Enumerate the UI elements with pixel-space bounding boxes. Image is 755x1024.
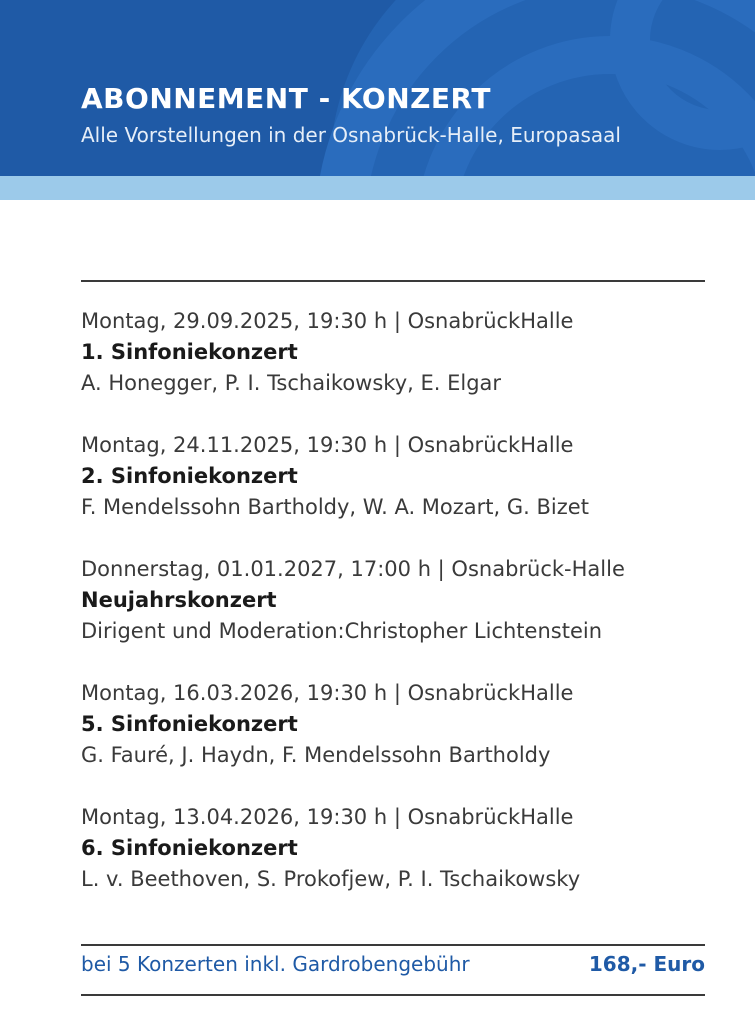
event-program: F. Mendelssohn Bartholdy, W. A. Mozart, G. Bizet xyxy=(81,495,589,519)
event-program: A. Honegger, P. I. Tschaikowsky, E. Elgar xyxy=(81,371,502,395)
event-list xyxy=(81,306,721,926)
event-item xyxy=(81,554,721,678)
page-subtitle: Alle Vorstellungen in der Osnabrück-Halle, Europasaal xyxy=(81,123,621,147)
event-program: L. v. Beethoven, S. Prokofjew, P. I. Tschaikowsky xyxy=(81,867,581,891)
page-title: ABONNEMENT - KONZERT xyxy=(81,82,491,115)
price-row xyxy=(81,952,705,986)
event-title: 6. Sinfoniekonzert xyxy=(81,836,298,860)
event-program: G. Fauré, J. Haydn, F. Mendelssohn Bartholdy xyxy=(81,743,551,767)
event-date: Montag, 29.09.2025, 19:30 h | OsnabrückHalle xyxy=(81,309,574,333)
price-label: bei 5 Konzerten inkl. Gardrobengebühr xyxy=(81,952,470,976)
header-stripe xyxy=(0,176,755,200)
event-title: Neujahrskonzert xyxy=(81,588,277,612)
event-title: 5. Sinfoniekonzert xyxy=(81,712,298,736)
top-divider xyxy=(81,280,705,282)
event-item xyxy=(81,430,721,554)
header-banner xyxy=(0,0,755,176)
event-date: Montag, 16.03.2026, 19:30 h | OsnabrückHalle xyxy=(81,681,574,705)
event-item xyxy=(81,678,721,802)
price-bottom-divider xyxy=(81,994,705,996)
event-date: Montag, 13.04.2026, 19:30 h | OsnabrückHalle xyxy=(81,805,574,829)
event-item xyxy=(81,306,721,430)
event-program: Dirigent und Moderation:Christopher Lichtenstein xyxy=(81,619,603,643)
price-amount: 168,- Euro xyxy=(588,952,705,976)
event-title: 2. Sinfoniekonzert xyxy=(81,464,298,488)
event-title: 1. Sinfoniekonzert xyxy=(81,340,298,364)
event-item xyxy=(81,802,721,926)
price-top-divider xyxy=(81,944,705,946)
event-date: Donnerstag, 01.01.2027, 17:00 h | Osnabrück-Halle xyxy=(81,557,625,581)
event-date: Montag, 24.11.2025, 19:30 h | OsnabrückHalle xyxy=(81,433,574,457)
